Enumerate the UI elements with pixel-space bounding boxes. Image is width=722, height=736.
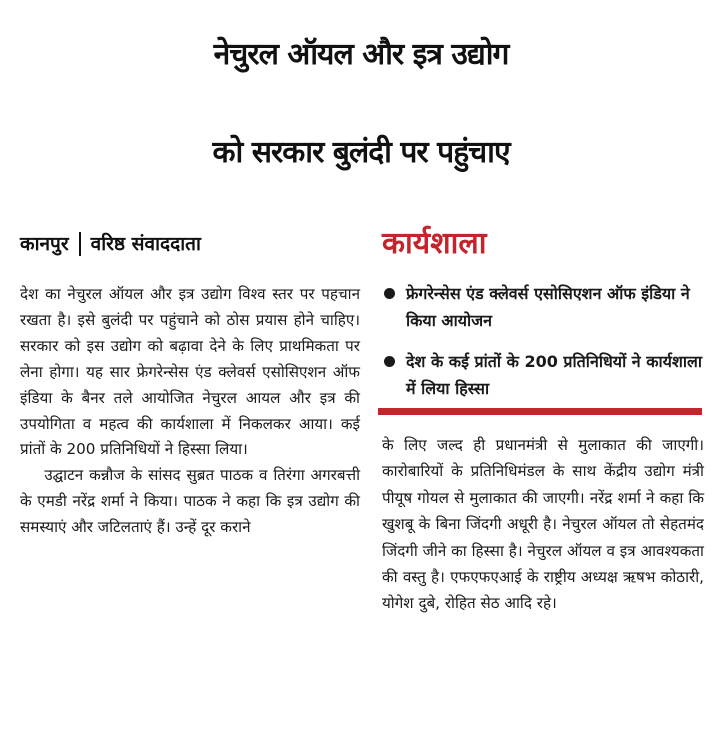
highlight-item	[382, 348, 702, 402]
article-body-right	[382, 432, 704, 617]
byline-city: कानपुर	[20, 233, 69, 255]
highlight-text: देश के कई प्रांतों के 200 प्रतिनिधियों ने कार्यशाला में लिया हिस्सा	[406, 352, 702, 398]
byline	[20, 228, 201, 260]
highlight-text: फ्रेगरेन्सेस एंड क्लेवर्स एसोसिएशन ऑफ इंडिया ने किया आयोजन	[406, 284, 690, 330]
article-body-left	[20, 282, 360, 541]
highlight-item	[382, 280, 702, 334]
byline-separator	[79, 232, 81, 256]
article-paragraph-1: देश का नेचुरल ऑयल और इत्र उद्योग विश्व स्तर पर पहचान रखता है। इसे बुलंदी पर पहुंचाने को ठोस प्रयास होने चाहिए। सरकार को इस उद्योग को बढ़ावा देने के लिए प्राथमिकता पर लेना होगा। यह सार फ्रेगरेन्सेस एंड क्लेवर्स एसोसिएशन ऑफ इंडिया के बैनर तले आयोजित नेचुरल आयल और इत्र की उपयोगिता व महत्व की कार्यशाला में निकलकर आया। कई प्रांतों के 200 प्रतिनिधियों ने हिस्सा लिया।	[20, 285, 360, 459]
workshop-heading: कार्यशाला	[382, 226, 487, 261]
section-divider	[378, 408, 702, 415]
bullet-dot-icon	[384, 288, 395, 299]
byline-reporter: वरिष्ठ संवाददाता	[90, 233, 201, 255]
article-paragraph-3: के लिए जल्द ही प्रधानमंत्री से मुलाकात की जाएगी। कारोबारियों के प्रतिनिधिमंडल के साथ केंद्रीय उद्योग मंत्री पीयूष गोयल से मुलाकात की जाएगी। नरेंद्र शर्मा ने कहा कि खुशबू के बिना जिंदगी अधूरी है। नेचुरल ऑयल तो सेहतमंद जिंदगी जीने का हिस्सा है। नेचुरल ऑयल व इत्र आवश्यकता की वस्तु है। एफएफएआई के राष्ट्रीय अध्यक्ष ऋषभ कोठारी, योगेश दुबे, रोहित सेठ आदि रहे।	[382, 436, 704, 613]
article-paragraph-2: उद्घाटन कन्नौज के सांसद सुब्रत पाठक व तिरंगा अगरबत्ती के एमडी नरेंद्र शर्मा ने किया। पाठक ने कहा कि इत्र उद्योग की समस्याएं और जटिलताएं हैं। उन्हें दूर कराने	[20, 466, 360, 537]
workshop-highlights	[382, 280, 702, 416]
headline-line-2: को सरकार बुलंदी पर पहुंचाए	[212, 135, 510, 170]
bullet-dot-icon	[384, 356, 395, 367]
headline-line-1: नेचुरल ऑयल और इत्र उद्योग	[213, 37, 509, 72]
